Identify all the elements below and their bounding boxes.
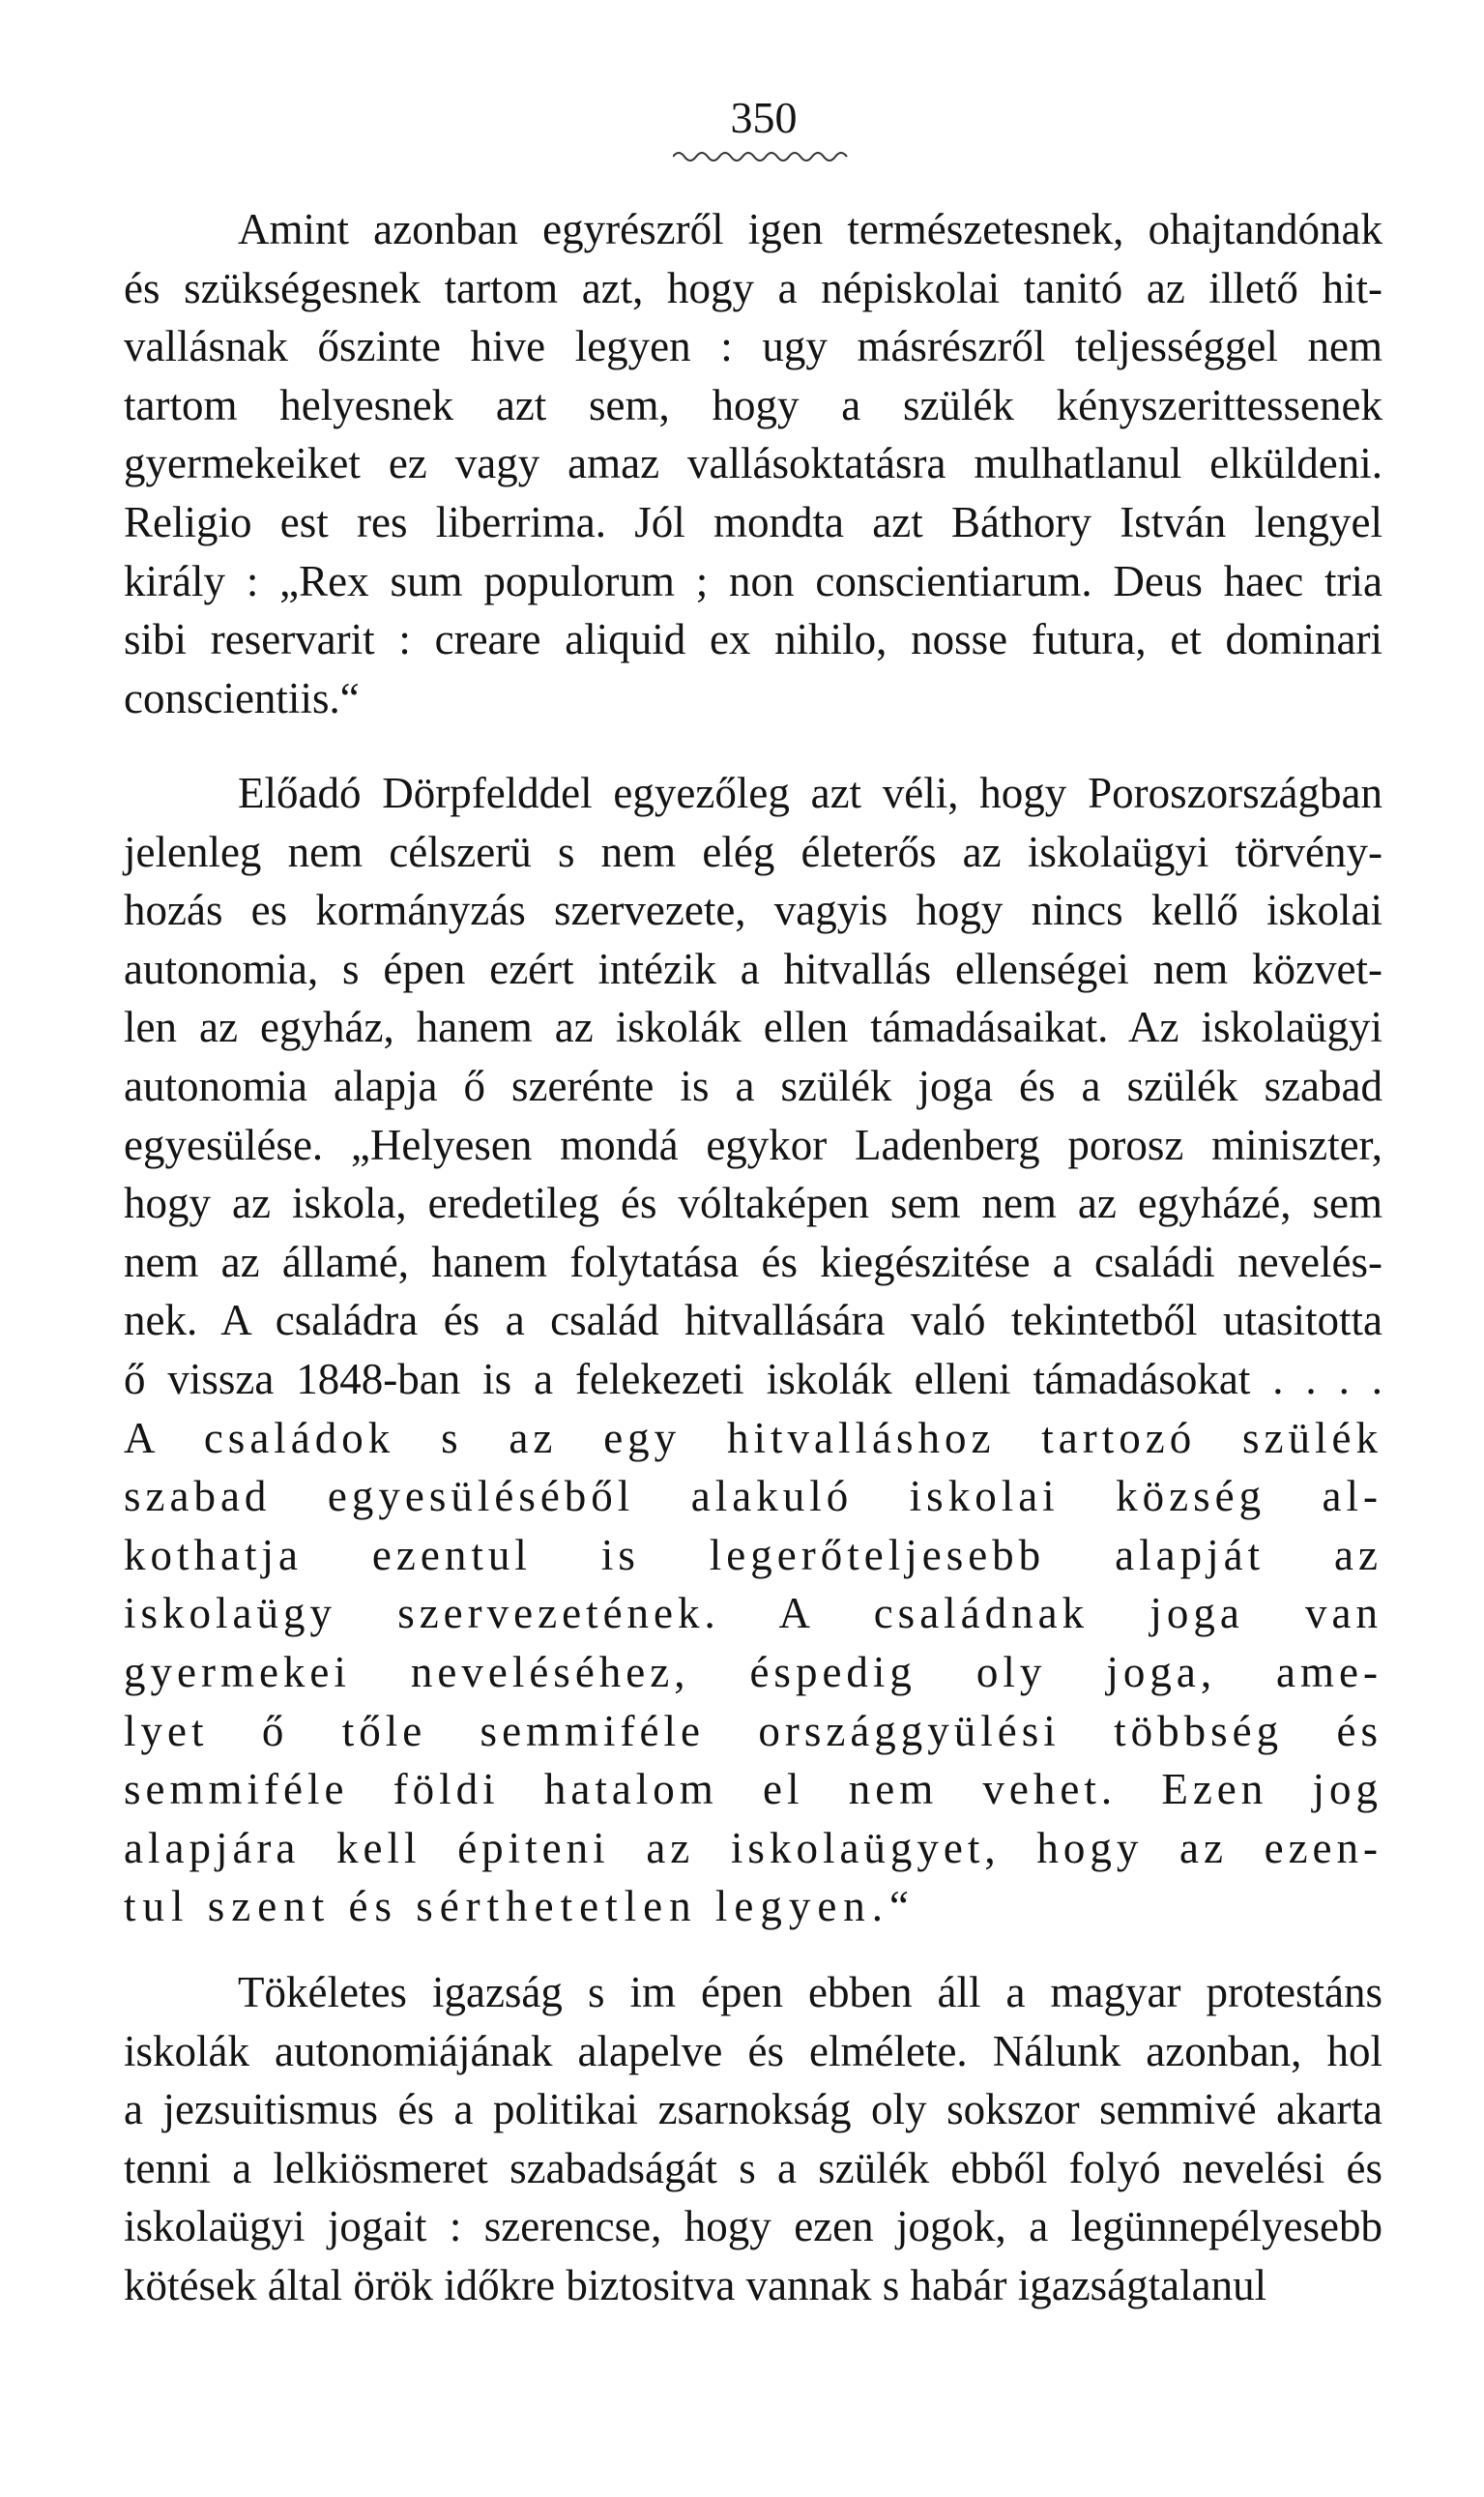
text-line: kothatja ezentul is legerőteljesebb alapját az: [124, 1530, 1382, 1579]
text-line: conscientiis.“: [124, 673, 360, 722]
text-line: Előadó Dörpfelddel egyezőleg azt véli, hogy Poroszországban: [238, 769, 1382, 817]
text-line: ő vissza 1848-ban is a felekezeti iskolák elleni támadásokat . . . .: [124, 1354, 1382, 1403]
text-line: egyesülése. „Helyesen mondá egykor Ladenberg porosz miniszter,: [124, 1120, 1382, 1169]
text-line: iskolák autonomiájának alapelve és elmélete. Nálunk azonban, hol: [124, 2026, 1382, 2075]
text-line: gyermekei neveléséhez, éspedig oly joga, ame-: [124, 1647, 1382, 1696]
text-line: autonomia alapja ő szerénte is a szülék joga és a szülék szabad: [124, 1061, 1382, 1110]
text-line: jelenleg nem célszerü s nem elég életerős az iskolaügyi törvény-: [124, 827, 1382, 876]
text-line: Amint azonban egyrészről igen természetesnek, ohajtandónak: [238, 205, 1382, 253]
text-line: hozás es kormányzás szervezete, vagyis hogy nincs kellő iskolai: [124, 886, 1382, 935]
text-line: szabad egyesüléséből alakuló iskolai község al-: [124, 1472, 1382, 1521]
text-line: tul szent és sérthetetlen legyen.“: [124, 1882, 917, 1931]
text-line: a jezsuitismus és a politikai zsarnokság oly sokszor semmivé akarta: [124, 2085, 1382, 2134]
paragraph-3: [124, 1963, 1382, 2315]
text-line: iskolaügy szervezetének. A családnak joga van: [124, 1589, 1382, 1638]
text-line: semmiféle földi hatalom el nem vehet. Ezen jog: [124, 1765, 1382, 1814]
text-line: A családok s az egy hitvalláshoz tartozó szülék: [124, 1413, 1382, 1462]
paragraph-1: [124, 200, 1382, 727]
text-line: hogy az iskola, eredetileg és vóltaképen sem nem az egyházé, sem: [124, 1179, 1382, 1228]
text-line: Religio est res liberrima. Jól mondta azt Báthory István lengyel: [124, 497, 1382, 546]
text-line: tartom helyesnek azt sem, hogy a szülék kényszerittessenek: [124, 380, 1382, 429]
text-line: Tökéletes igazság s im épen ebben áll a magyar protestáns: [238, 1968, 1382, 2016]
text-line: tenni a lelkiösmeret szabadságát s a szülék ebből folyó nevelési és: [124, 2143, 1382, 2192]
text-line: kötések által örök időkre biztositva vannak s habár igazságtalanul: [124, 2260, 1267, 2309]
text-line: sibi reservarit : creare aliquid ex nihilo, nosse futura, et dominari: [124, 615, 1382, 664]
text-line: alapjára kell épiteni az iskolaügyet, hogy az ezen-: [124, 1823, 1382, 1872]
wavy-ornament-icon: [673, 147, 866, 166]
text-line: nem az államé, hanem folytatása és kiegészitése a családi nevelés-: [124, 1237, 1382, 1286]
text-line: len az egyház, hanem az iskolák ellen támadásaikat. Az iskolaügyi: [124, 1003, 1382, 1052]
text-line: és szükségesnek tartom azt, hogy a népiskolai tanitó az illető hit-: [124, 263, 1382, 312]
paragraph-2: [124, 764, 1382, 1936]
text-line: király : „Rex sum populorum ; non conscientiarum. Deus haec tria: [124, 556, 1382, 605]
text-line: vallásnak őszinte hive legyen : ugy másrészről teljességgel nem: [124, 322, 1382, 371]
text-line: iskolaügyi jogait : szerencse, hogy ezen jogok, a legünnepélyesebb: [124, 2202, 1382, 2251]
text-line: nek. A családra és a család hitvallására való tekintetből utasitotta: [124, 1296, 1382, 1345]
text-line: gyermekeiket ez vagy amaz vallásoktatásra mulhatlanul elküldeni.: [124, 439, 1382, 488]
page-number: 350: [730, 93, 798, 142]
text-line: lyet ő tőle semmiféle országgyülési többség és: [124, 1706, 1382, 1755]
text-line: autonomia, s épen ezért intézik a hitvallás ellenségei nem közvet-: [124, 944, 1382, 993]
